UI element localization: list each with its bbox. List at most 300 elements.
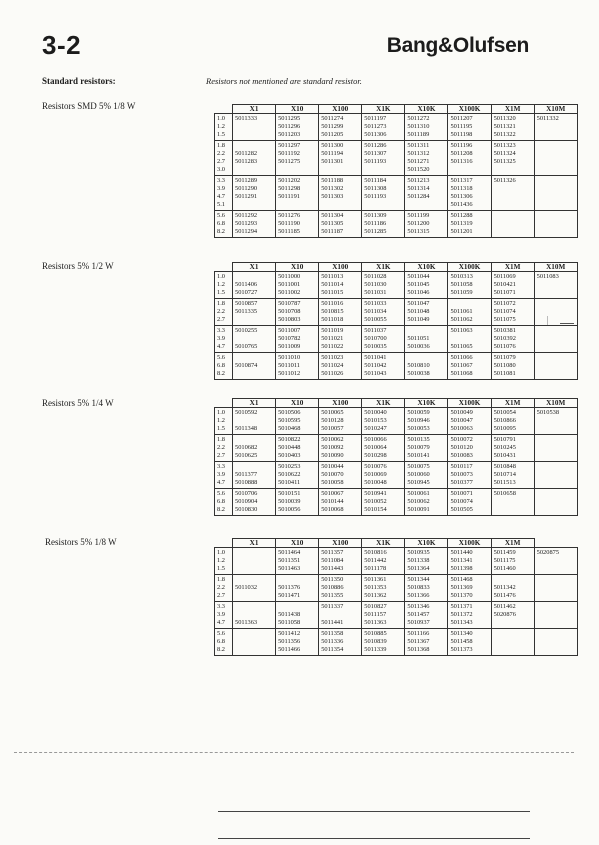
part-number-cell: 5011342	[491, 584, 534, 592]
part-number-cell: 5010047	[448, 417, 491, 425]
table-row	[215, 548, 578, 558]
part-number-cell: 5011293	[233, 220, 276, 228]
table-row	[215, 281, 578, 289]
part-number-cell: 5011337	[319, 602, 362, 612]
table-header-row	[215, 539, 578, 548]
part-number-cell: 5010431	[491, 452, 534, 462]
part-number-cell: 5011010	[276, 353, 319, 363]
part-number-cell: 5010120	[448, 444, 491, 452]
decade-group	[215, 629, 578, 656]
part-number-cell: 5010090	[319, 452, 362, 462]
part-number-cell: 5010787	[276, 299, 319, 309]
column-header: X1K	[362, 539, 405, 548]
part-number-cell: 5010592	[233, 408, 276, 418]
part-number-cell: 5011340	[448, 629, 491, 639]
column-header: X1K	[362, 263, 405, 272]
part-number-cell: 5010056	[276, 506, 319, 516]
decade-value: 1.8	[215, 141, 233, 151]
part-number-cell: 5011442	[362, 557, 405, 565]
part-number-cell: 5011285	[362, 228, 405, 238]
part-number-cell: 5011471	[276, 592, 319, 602]
part-number-cell	[534, 299, 577, 309]
part-number-cell: 5011034	[362, 308, 405, 316]
column-header	[215, 263, 233, 272]
part-number-cell: 5010803	[276, 316, 319, 326]
column-header: X100	[319, 539, 362, 548]
part-number-cell: 5010816	[362, 548, 405, 558]
part-number-cell: 5011357	[319, 548, 362, 558]
part-number-cell: 5010833	[405, 584, 448, 592]
part-number-cell: 5011059	[448, 289, 491, 299]
margin-mark	[547, 316, 548, 325]
table-row	[215, 646, 578, 656]
decade-value: 8.2	[215, 646, 233, 656]
part-number-cell: 5011068	[448, 370, 491, 380]
decade-value: 6.8	[215, 220, 233, 228]
part-number-cell	[534, 281, 577, 289]
part-number-cell: 5011295	[276, 114, 319, 124]
part-number-cell: 5010065	[319, 408, 362, 418]
part-number-cell: 5011460	[491, 565, 534, 575]
column-header: X100	[319, 105, 362, 114]
part-number-cell: 5011376	[276, 584, 319, 592]
part-number-cell	[491, 498, 534, 506]
part-number-cell	[491, 220, 534, 228]
part-number-cell: 5010714	[491, 471, 534, 479]
part-number-cell: 5011048	[405, 308, 448, 316]
decade-group	[215, 462, 578, 489]
part-number-cell	[534, 592, 577, 602]
decade-value: 5.6	[215, 489, 233, 499]
part-number-cell	[448, 335, 491, 343]
part-number-cell	[534, 471, 577, 479]
part-number-cell: 5011312	[405, 150, 448, 158]
part-number-cell	[534, 335, 577, 343]
part-number-cell: 5011197	[362, 114, 405, 124]
column-header: X1K	[362, 399, 405, 408]
decade-value: 5.6	[215, 211, 233, 221]
part-number-cell	[534, 211, 577, 221]
part-number-cell: 5011022	[319, 343, 362, 353]
part-number-cell	[534, 316, 577, 326]
part-number-cell: 5010888	[233, 479, 276, 489]
part-number-cell: 5010622	[276, 471, 319, 479]
part-number-cell: 5010057	[319, 425, 362, 435]
part-number-cell: 5010448	[276, 444, 319, 452]
part-number-cell: 5010069	[362, 471, 405, 479]
part-number-cell: 5010071	[448, 489, 491, 499]
decade-group	[215, 141, 578, 176]
part-number-cell: 5011000	[276, 272, 319, 282]
part-number-cell: 5010682	[233, 444, 276, 452]
decade-value: 1.0	[215, 272, 233, 282]
part-number-cell: 5011030	[362, 281, 405, 289]
part-number-cell: 5011084	[319, 557, 362, 565]
part-number-cell: 5010848	[491, 462, 534, 472]
part-number-cell: 5011440	[448, 548, 491, 558]
part-number-cell: 5011302	[319, 185, 362, 193]
part-number-cell	[534, 141, 577, 151]
table-row	[215, 141, 578, 151]
part-number-cell	[534, 506, 577, 516]
part-number-cell	[534, 220, 577, 228]
part-number-cell: 5011363	[362, 619, 405, 629]
part-number-cell: 5011441	[319, 619, 362, 629]
part-number-cell	[233, 602, 276, 612]
part-number-cell: 5011398	[448, 565, 491, 575]
part-number-cell: 5011191	[276, 193, 319, 201]
column-header	[534, 539, 577, 548]
part-number-cell	[362, 201, 405, 211]
part-number-cell	[534, 343, 577, 353]
part-number-cell: 5011184	[362, 176, 405, 186]
part-number-cell	[534, 435, 577, 445]
part-number-cell: 5010706	[233, 489, 276, 499]
decade-value: 1.8	[215, 435, 233, 445]
part-number-cell	[233, 316, 276, 326]
column-header: X10K	[405, 539, 448, 548]
part-number-cell: 5011297	[276, 141, 319, 151]
part-number-cell: 5011058	[276, 619, 319, 629]
part-number-cell: 5011322	[491, 131, 534, 141]
decade-value: 1.2	[215, 417, 233, 425]
part-number-cell: 5011026	[319, 370, 362, 380]
part-number-cell: 5011012	[276, 370, 319, 380]
part-number-cell: 5010377	[448, 479, 491, 489]
part-number-cell: 5011074	[491, 308, 534, 316]
part-number-cell: 5011045	[405, 281, 448, 289]
table-row	[215, 506, 578, 516]
table-row	[215, 435, 578, 445]
part-number-cell: 5010066	[362, 435, 405, 445]
part-number-cell: 5011464	[276, 548, 319, 558]
decade-value: 2.2	[215, 150, 233, 158]
part-number-cell: 5010062	[405, 498, 448, 506]
part-number-cell: 5011067	[448, 362, 491, 370]
table-row	[215, 193, 578, 201]
decade-value: 3.9	[215, 611, 233, 619]
decade-value: 1.5	[215, 131, 233, 141]
column-header: X10M	[534, 105, 577, 114]
part-number-cell: 5010074	[448, 498, 491, 506]
part-number-cell: 5011033	[362, 299, 405, 309]
part-number-cell: 5010791	[491, 435, 534, 445]
part-number-cell: 5011013	[319, 272, 362, 282]
decade-value: 1.0	[215, 408, 233, 418]
part-number-cell	[534, 575, 577, 585]
part-number-cell: 5011049	[405, 316, 448, 326]
column-header: X1	[233, 539, 276, 548]
part-number-cell: 5010839	[362, 638, 405, 646]
part-number-cell: 5011343	[448, 619, 491, 629]
table-row	[215, 308, 578, 316]
part-number-cell	[534, 584, 577, 592]
column-header: X1	[233, 263, 276, 272]
part-number-cell: 5010055	[362, 316, 405, 326]
decade-value: 2.7	[215, 158, 233, 166]
part-number-cell: 5011361	[362, 575, 405, 585]
part-number-cell	[491, 185, 534, 193]
part-number-cell: 5010083	[448, 452, 491, 462]
part-number-cell	[534, 289, 577, 299]
part-number-cell: 5011309	[362, 211, 405, 221]
resistor-table-eighth-watt	[214, 538, 578, 656]
part-number-cell: 5011011	[276, 362, 319, 370]
part-number-cell: 5011462	[491, 602, 534, 612]
part-number-cell: 5011065	[448, 343, 491, 353]
column-header: X100K	[448, 399, 491, 408]
part-number-cell	[276, 575, 319, 585]
decade-value: 8.2	[215, 506, 233, 516]
table-row	[215, 602, 578, 612]
part-number-cell: 5011366	[405, 592, 448, 602]
part-number-cell: 5010153	[362, 417, 405, 425]
part-number-cell: 5011513	[491, 479, 534, 489]
decade-value: 1.5	[215, 289, 233, 299]
part-number-cell: 5011009	[276, 343, 319, 353]
part-number-cell: 5011310	[405, 123, 448, 131]
part-number-cell: 5011298	[276, 185, 319, 193]
part-number-cell: 5011007	[276, 326, 319, 336]
part-number-cell: 5010595	[276, 417, 319, 425]
part-number-cell	[233, 353, 276, 363]
scan-dashed-line	[14, 752, 574, 753]
part-number-cell	[534, 629, 577, 639]
decade-value: 8.2	[215, 228, 233, 238]
part-number-cell: 5010830	[233, 506, 276, 516]
part-number-cell: 5010091	[405, 506, 448, 516]
table-row	[215, 289, 578, 299]
part-number-cell: 5011283	[233, 158, 276, 166]
column-header: X100	[319, 399, 362, 408]
part-number-cell: 5011305	[319, 220, 362, 228]
part-number-cell	[233, 611, 276, 619]
part-number-cell: 5011083	[534, 272, 577, 282]
part-number-cell: 5011326	[491, 176, 534, 186]
part-number-cell: 5010874	[233, 362, 276, 370]
part-number-cell: 5011348	[233, 425, 276, 435]
decade-value: 3.9	[215, 335, 233, 343]
table-row	[215, 425, 578, 435]
part-number-cell: 5011341	[448, 557, 491, 565]
part-number-cell	[534, 611, 577, 619]
decade-group	[215, 575, 578, 602]
decade-value: 6.8	[215, 638, 233, 646]
part-number-cell: 5010059	[405, 408, 448, 418]
part-number-cell: 5011051	[405, 335, 448, 343]
part-number-cell: 5011043	[362, 370, 405, 380]
part-number-cell	[405, 353, 448, 363]
part-number-cell: 5011190	[276, 220, 319, 228]
part-number-cell: 5011296	[276, 123, 319, 131]
part-number-cell: 5011468	[448, 575, 491, 585]
part-number-cell: 5011202	[276, 176, 319, 186]
decade-group	[215, 211, 578, 238]
column-header: X1	[233, 399, 276, 408]
part-number-cell	[276, 602, 319, 612]
column-header: X10M	[534, 399, 577, 408]
part-number-cell: 5011304	[319, 211, 362, 221]
table-row	[215, 299, 578, 309]
decade-group	[215, 176, 578, 211]
footer-rule	[218, 811, 530, 812]
decade-value: 4.7	[215, 619, 233, 629]
decade-value: 1.5	[215, 425, 233, 435]
part-number-cell: 5011457	[405, 611, 448, 619]
part-number-cell: 5011320	[491, 114, 534, 124]
part-number-cell: 5011358	[319, 629, 362, 639]
part-number-cell: 5010255	[233, 326, 276, 336]
part-number-cell: 5011044	[405, 272, 448, 282]
decade-value: 3.9	[215, 471, 233, 479]
part-number-cell: 5011001	[276, 281, 319, 289]
part-number-cell: 5010625	[233, 452, 276, 462]
part-number-cell	[534, 489, 577, 499]
part-number-cell	[233, 575, 276, 585]
part-number-cell: 5011319	[448, 220, 491, 228]
part-number-cell: 5010035	[362, 343, 405, 353]
column-header: X100K	[448, 539, 491, 548]
part-number-cell: 5011289	[233, 176, 276, 186]
part-number-cell	[233, 646, 276, 656]
part-number-cell: 5011443	[319, 565, 362, 575]
part-number-cell: 5011166	[405, 629, 448, 639]
part-number-cell: 5011317	[448, 176, 491, 186]
part-number-cell: 5010076	[362, 462, 405, 472]
part-number-cell: 5010038	[405, 370, 448, 380]
part-number-cell	[491, 506, 534, 516]
part-number-cell: 5011370	[448, 592, 491, 602]
table-row	[215, 166, 578, 176]
part-number-cell: 5011354	[319, 646, 362, 656]
decade-value: 3.3	[215, 602, 233, 612]
part-number-cell: 5011187	[319, 228, 362, 238]
part-number-cell	[491, 619, 534, 629]
part-number-cell	[534, 150, 577, 158]
part-number-cell	[534, 452, 577, 462]
part-number-cell: 5010245	[491, 444, 534, 452]
part-number-cell: 5010411	[276, 479, 319, 489]
part-number-cell: 5011058	[448, 281, 491, 289]
part-number-cell: 5010727	[233, 289, 276, 299]
part-number-cell: 5011344	[405, 575, 448, 585]
decade-value: 5.1	[215, 201, 233, 211]
part-number-cell: 5011031	[362, 289, 405, 299]
part-number-cell: 5011271	[405, 158, 448, 166]
part-number-cell: 5011332	[534, 114, 577, 124]
part-number-cell: 5011339	[362, 646, 405, 656]
column-header: X1	[233, 105, 276, 114]
part-number-cell	[491, 228, 534, 238]
column-header	[215, 399, 233, 408]
decade-group	[215, 299, 578, 326]
part-number-cell: 5010253	[276, 462, 319, 472]
part-number-cell: 5011338	[405, 557, 448, 565]
part-number-cell: 5010946	[405, 417, 448, 425]
decade-group	[215, 602, 578, 629]
part-number-cell: 5011373	[448, 646, 491, 656]
part-number-cell: 5010815	[319, 308, 362, 316]
section-label-eighth-watt: Resistors 5% 1/8 W	[45, 537, 117, 547]
decade-value: 3.9	[215, 185, 233, 193]
part-number-cell	[233, 370, 276, 380]
part-number-cell	[233, 131, 276, 141]
part-number-cell: 5010092	[319, 444, 362, 452]
part-number-cell	[233, 462, 276, 472]
part-number-cell: 5011072	[491, 299, 534, 309]
part-number-cell: 5020875	[534, 548, 577, 558]
page-number: 3-2	[42, 30, 82, 60]
part-number-cell	[319, 166, 362, 176]
part-number-cell: 5011371	[448, 602, 491, 612]
table-row	[215, 220, 578, 228]
part-number-cell: 5011189	[405, 131, 448, 141]
part-number-cell: 5010040	[362, 408, 405, 418]
part-number-cell: 5011198	[448, 131, 491, 141]
part-number-cell: 5010061	[405, 489, 448, 499]
table-row	[215, 326, 578, 336]
part-number-cell: 5011303	[319, 193, 362, 201]
decade-group	[215, 353, 578, 380]
part-number-cell: 5011288	[448, 211, 491, 221]
table-row	[215, 498, 578, 506]
decade-group	[215, 114, 578, 141]
decade-value: 4.7	[215, 193, 233, 201]
part-number-cell	[534, 228, 577, 238]
part-number-cell: 5010247	[362, 425, 405, 435]
part-number-cell: 5011333	[233, 114, 276, 124]
standard-resistors-heading: Standard resistors:	[42, 76, 116, 86]
part-number-cell: 5011458	[448, 638, 491, 646]
part-number-cell: 5010062	[319, 435, 362, 445]
resistor-table-quarter-watt	[214, 398, 578, 516]
part-number-cell: 5010313	[448, 272, 491, 282]
decade-group	[215, 272, 578, 299]
table-row	[215, 479, 578, 489]
part-number-cell: 5011199	[405, 211, 448, 221]
decade-group	[215, 489, 578, 516]
part-number-cell: 5011193	[362, 158, 405, 166]
part-number-cell: 5011368	[405, 646, 448, 656]
table-row	[215, 452, 578, 462]
column-header: X10K	[405, 263, 448, 272]
part-number-cell: 5011213	[405, 176, 448, 186]
part-number-cell	[491, 575, 534, 585]
part-number-cell	[362, 166, 405, 176]
decade-value: 1.5	[215, 565, 233, 575]
part-number-cell	[233, 565, 276, 575]
part-number-cell: 5010885	[362, 629, 405, 639]
part-number-cell: 5011377	[233, 471, 276, 479]
section-label-half-watt: Resistors 5% 1/2 W	[42, 261, 114, 271]
part-number-cell: 5010117	[448, 462, 491, 472]
part-number-cell	[534, 353, 577, 363]
decade-value: 1.8	[215, 575, 233, 585]
part-number-cell: 5010128	[319, 417, 362, 425]
column-header: X10	[276, 539, 319, 548]
decade-group	[215, 408, 578, 435]
part-number-cell: 5011438	[276, 611, 319, 619]
part-number-cell: 5011075	[491, 316, 534, 326]
part-number-cell: 5020876	[491, 611, 534, 619]
part-number-cell: 5011024	[319, 362, 362, 370]
part-number-cell: 5011335	[233, 308, 276, 316]
decade-value: 2.7	[215, 452, 233, 462]
table-row	[215, 228, 578, 238]
decade-group	[215, 435, 578, 462]
decade-value: 3.3	[215, 326, 233, 336]
part-number-cell	[534, 158, 577, 166]
